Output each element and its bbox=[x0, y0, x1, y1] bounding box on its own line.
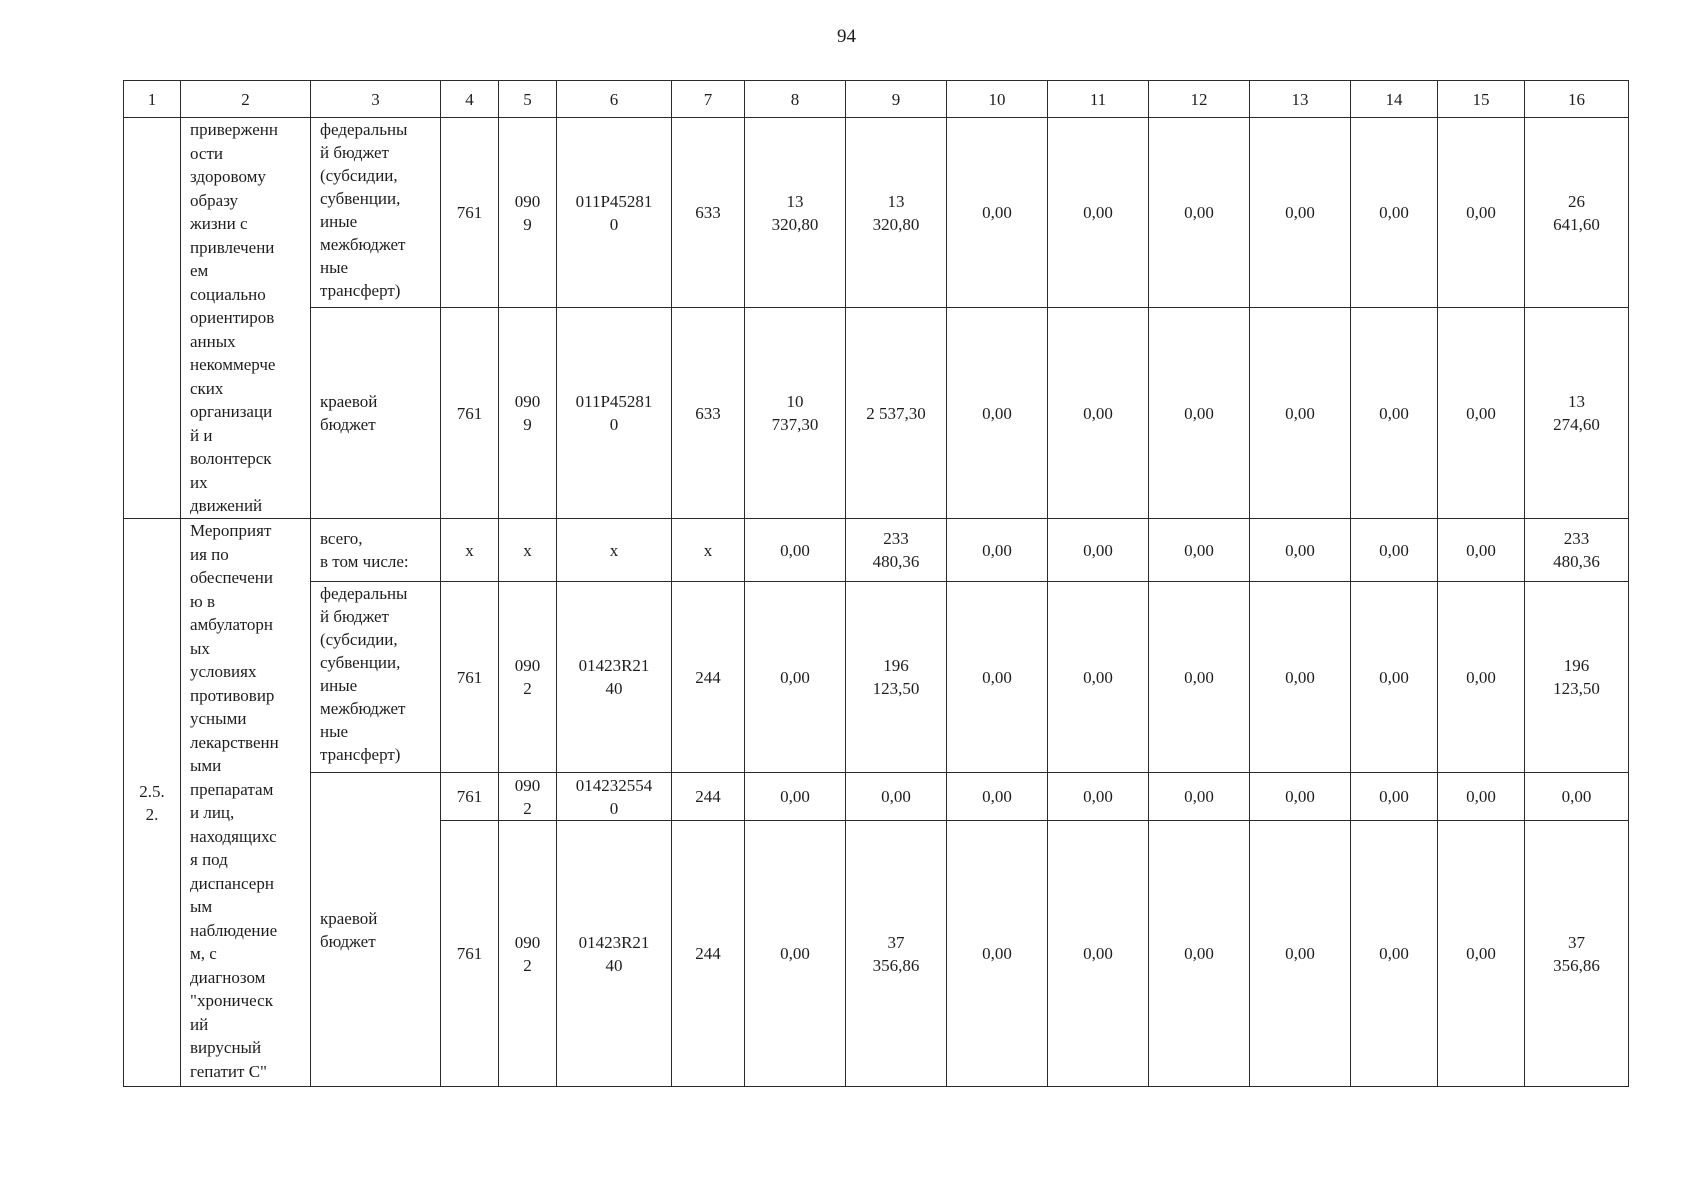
amount-cell: 0,00 bbox=[1351, 519, 1438, 582]
amount-cell: 0,00 bbox=[1351, 118, 1438, 308]
header-cell: 2 bbox=[181, 81, 311, 118]
amount-cell: 0,00 bbox=[1149, 308, 1250, 519]
amount-cell: 0,00 bbox=[1525, 773, 1629, 821]
code-cell: 244 bbox=[672, 773, 745, 821]
amount-cell: 0,00 bbox=[745, 821, 846, 1087]
code-cell: 090 2 bbox=[499, 821, 557, 1087]
code-cell: x bbox=[557, 519, 672, 582]
code-cell: 633 bbox=[672, 118, 745, 308]
header-cell: 4 bbox=[441, 81, 499, 118]
code-cell: x bbox=[499, 519, 557, 582]
funding-source-cell: всего, в том числе: bbox=[311, 519, 441, 582]
amount-cell: 0,00 bbox=[1438, 118, 1525, 308]
amount-cell: 0,00 bbox=[1351, 821, 1438, 1087]
amount-cell: 0,00 bbox=[1048, 773, 1149, 821]
amount-cell: 0,00 bbox=[1250, 821, 1351, 1087]
code-cell: 090 9 bbox=[499, 118, 557, 308]
amount-cell: 0,00 bbox=[1250, 519, 1351, 582]
amount-cell: 0,00 bbox=[1149, 118, 1250, 308]
amount-cell: 0,00 bbox=[1438, 519, 1525, 582]
amount-cell: 0,00 bbox=[1250, 773, 1351, 821]
page-number: 94 bbox=[837, 26, 856, 47]
table-row bbox=[124, 582, 1629, 773]
amount-cell: 0,00 bbox=[1351, 308, 1438, 519]
table-row bbox=[124, 118, 1629, 308]
activity-name-cell: приверженн ости здоровому образу жизни с привлечени ем социально ориентиров анных некоммерче ских организаци й и волонтерск их движений bbox=[181, 118, 311, 519]
header-cell: 7 bbox=[672, 81, 745, 118]
code-cell: 244 bbox=[672, 582, 745, 773]
header-cell: 5 bbox=[499, 81, 557, 118]
amount-cell: 37 356,86 bbox=[846, 821, 947, 1087]
amount-cell: 13 320,80 bbox=[745, 118, 846, 308]
amount-cell: 0,00 bbox=[947, 118, 1048, 308]
amount-cell: 0,00 bbox=[947, 308, 1048, 519]
funding-source-cell: федеральны й бюджет (субсидии, субвенции, иные межбюджет ные трансферт) bbox=[311, 118, 441, 308]
code-cell: 011P45281 0 bbox=[557, 118, 672, 308]
amount-cell: 0,00 bbox=[846, 773, 947, 821]
header-cell: 3 bbox=[311, 81, 441, 118]
amount-cell: 0,00 bbox=[1250, 308, 1351, 519]
table-row bbox=[124, 308, 1629, 519]
amount-cell: 0,00 bbox=[1149, 821, 1250, 1087]
code-cell: 01423R21 40 bbox=[557, 582, 672, 773]
amount-cell: 0,00 bbox=[1048, 118, 1149, 308]
code-cell: 01423R21 40 bbox=[557, 821, 672, 1087]
code-cell: 090 2 bbox=[499, 773, 557, 821]
amount-cell: 0,00 bbox=[1048, 582, 1149, 773]
amount-cell: 13 320,80 bbox=[846, 118, 947, 308]
amount-cell: 0,00 bbox=[1438, 582, 1525, 773]
amount-cell: 0,00 bbox=[1438, 821, 1525, 1087]
table-row bbox=[124, 773, 1629, 821]
code-cell: 244 bbox=[672, 821, 745, 1087]
code-cell: 761 bbox=[441, 308, 499, 519]
amount-cell: 0,00 bbox=[1351, 582, 1438, 773]
amount-cell: 0,00 bbox=[1048, 821, 1149, 1087]
amount-cell: 0,00 bbox=[1351, 773, 1438, 821]
amount-cell: 0,00 bbox=[1250, 118, 1351, 308]
code-cell: 761 bbox=[441, 821, 499, 1087]
code-cell: 014232554 0 bbox=[557, 773, 672, 821]
amount-cell: 0,00 bbox=[947, 821, 1048, 1087]
code-cell: 090 9 bbox=[499, 308, 557, 519]
amount-cell: 0,00 bbox=[1149, 773, 1250, 821]
code-cell: x bbox=[441, 519, 499, 582]
amount-cell: 0,00 bbox=[1438, 308, 1525, 519]
header-cell: 15 bbox=[1438, 81, 1525, 118]
header-cell: 6 bbox=[557, 81, 672, 118]
code-cell: x bbox=[672, 519, 745, 582]
header-cell: 10 bbox=[947, 81, 1048, 118]
header-cell: 9 bbox=[846, 81, 947, 118]
header-cell: 16 bbox=[1525, 81, 1629, 118]
amount-cell: 233 480,36 bbox=[1525, 519, 1629, 582]
funding-source-cell: краевой бюджет bbox=[311, 308, 441, 519]
amount-cell: 0,00 bbox=[947, 582, 1048, 773]
row-index-cell: 2.5. 2. bbox=[124, 519, 181, 1087]
table-row bbox=[124, 519, 1629, 582]
amount-cell: 0,00 bbox=[1250, 582, 1351, 773]
amount-cell: 0,00 bbox=[1048, 308, 1149, 519]
header-cell: 11 bbox=[1048, 81, 1149, 118]
amount-cell: 196 123,50 bbox=[846, 582, 947, 773]
amount-cell: 2 537,30 bbox=[846, 308, 947, 519]
code-cell: 761 bbox=[441, 773, 499, 821]
amount-cell: 0,00 bbox=[745, 582, 846, 773]
amount-cell: 0,00 bbox=[745, 519, 846, 582]
amount-cell: 13 274,60 bbox=[1525, 308, 1629, 519]
code-cell: 633 bbox=[672, 308, 745, 519]
amount-cell: 10 737,30 bbox=[745, 308, 846, 519]
amount-cell: 0,00 bbox=[745, 773, 846, 821]
code-cell: 761 bbox=[441, 582, 499, 773]
code-cell: 090 2 bbox=[499, 582, 557, 773]
amount-cell: 233 480,36 bbox=[846, 519, 947, 582]
amount-cell: 0,00 bbox=[947, 519, 1048, 582]
amount-cell: 0,00 bbox=[1149, 519, 1250, 582]
amount-cell: 0,00 bbox=[1149, 582, 1250, 773]
budget-table bbox=[123, 80, 1629, 1087]
activity-name-cell: Мероприят ия по обеспечени ю в амбулаторн ых условиях противовир усными лекарственн ыми препаратам и лиц, находящихс я под диспансерн ым наблюдение м, с диагнозом "хроническ ий вирусный гепатит С" bbox=[181, 519, 311, 1087]
code-cell: 011P45281 0 bbox=[557, 308, 672, 519]
header-cell: 8 bbox=[745, 81, 846, 118]
code-cell: 761 bbox=[441, 118, 499, 308]
header-cell: 13 bbox=[1250, 81, 1351, 118]
header-row bbox=[124, 81, 1629, 118]
amount-cell: 26 641,60 bbox=[1525, 118, 1629, 308]
amount-cell: 0,00 bbox=[1438, 773, 1525, 821]
header-cell: 1 bbox=[124, 81, 181, 118]
header-cell: 14 bbox=[1351, 81, 1438, 118]
funding-source-cell: краевой бюджет bbox=[311, 773, 441, 1087]
header-cell: 12 bbox=[1149, 81, 1250, 118]
row-index-cell bbox=[124, 118, 181, 519]
amount-cell: 0,00 bbox=[1048, 519, 1149, 582]
amount-cell: 196 123,50 bbox=[1525, 582, 1629, 773]
amount-cell: 37 356,86 bbox=[1525, 821, 1629, 1087]
amount-cell: 0,00 bbox=[947, 773, 1048, 821]
funding-source-cell: федеральны й бюджет (субсидии, субвенции, иные межбюджет ные трансферт) bbox=[311, 582, 441, 773]
